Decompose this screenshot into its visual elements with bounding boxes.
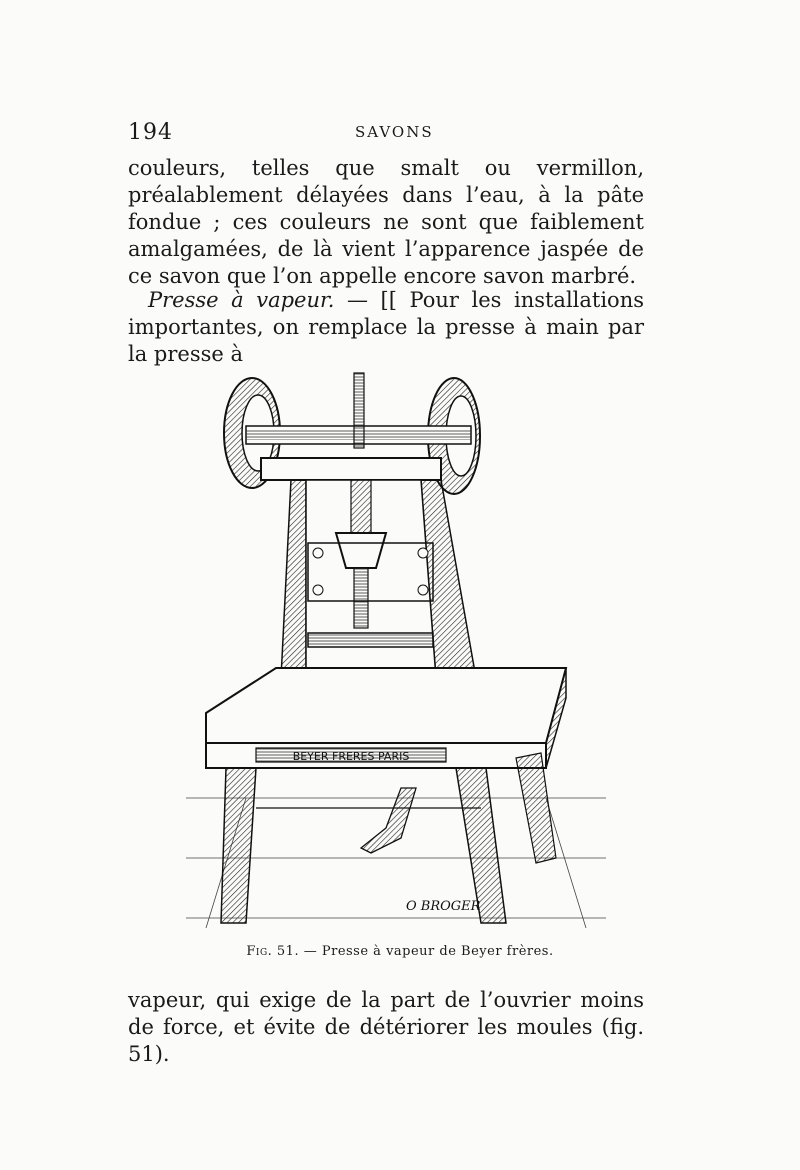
figure-press-engraving bbox=[186, 358, 616, 938]
paragraph-2 bbox=[128, 287, 644, 368]
section-heading-italic: Presse à vapeur. bbox=[148, 288, 335, 312]
page-number: 194 bbox=[128, 120, 173, 145]
figure-caption-text: — Presse à vapeur de Beyer frères. bbox=[299, 944, 554, 959]
paragraph-1: couleurs, telles que smalt ou vermillon, préalablement délayées dans l’eau, à la pâte fondue ; ces couleurs ne sont que faiblement amalgamées, de là vient l’apparence jaspée de ce savon que l’on appelle encore savon marbré. bbox=[128, 156, 644, 288]
engraver-signature: O BROGER bbox=[406, 899, 481, 914]
figure-label: Fig. 51. bbox=[246, 944, 300, 959]
paragraph-3: vapeur, qui exige de la part de l’ouvrier moins de force, et évite de détériorer les moules (fig. 51). bbox=[128, 988, 644, 1066]
figure-caption bbox=[0, 944, 800, 959]
press-illustration bbox=[186, 358, 616, 938]
running-head: SAVONS bbox=[355, 123, 434, 141]
paragraph-2-text: — [[ Pour les installations importantes, on remplace la presse à main par la presse à bbox=[128, 288, 645, 366]
maker-plate-text: BEYER FRERES PARIS bbox=[292, 750, 410, 763]
